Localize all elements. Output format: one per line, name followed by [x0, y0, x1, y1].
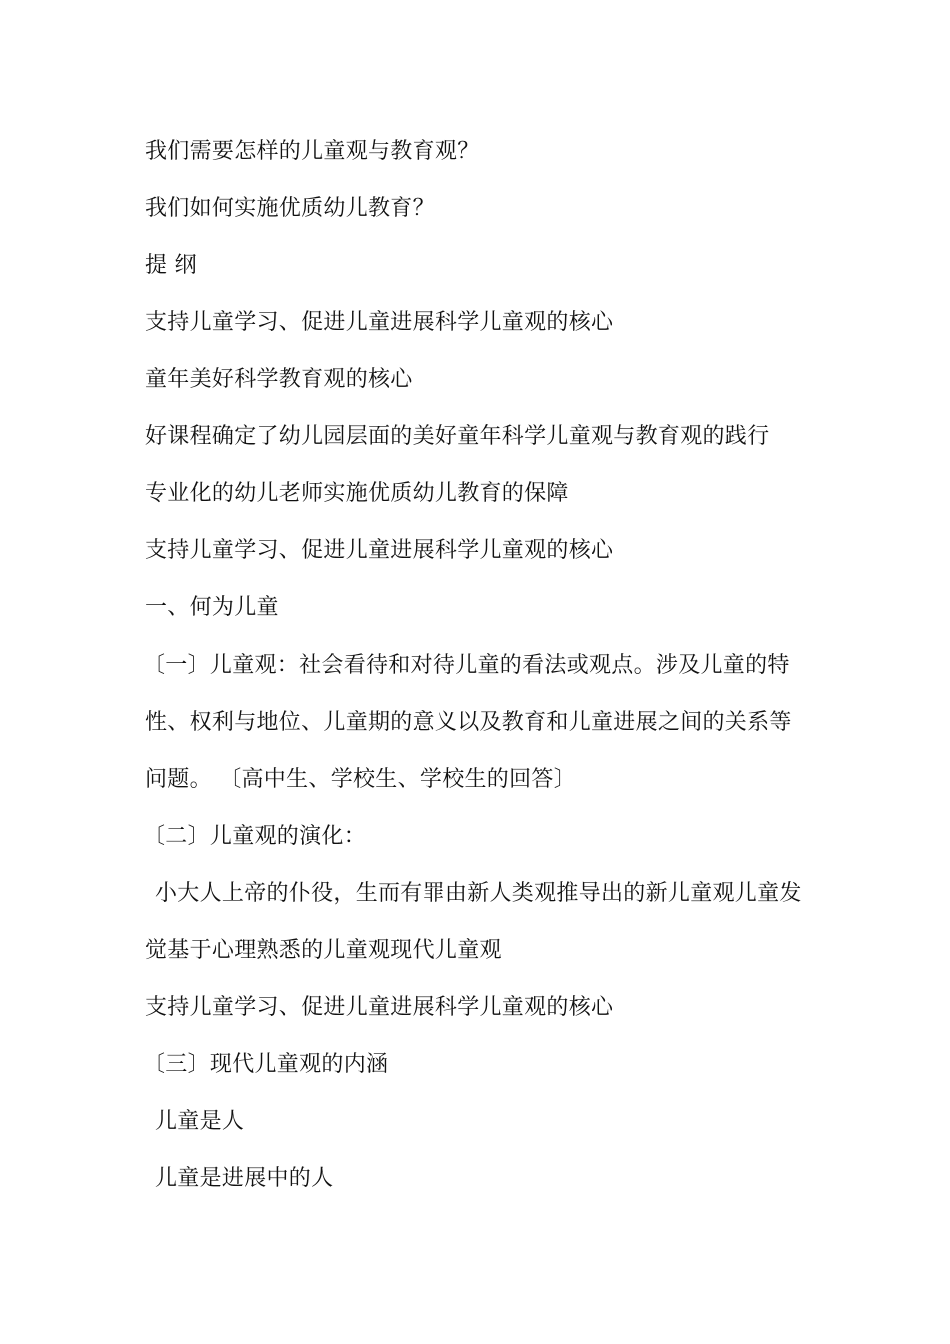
paragraph-line: 觉基于心理熟悉的儿童观现代儿童观	[145, 938, 502, 963]
outline-item-2: 童年美好科学教育观的核心	[145, 367, 413, 392]
subsection-heading: 〔三〕现代儿童观的内涵	[143, 1052, 389, 1077]
outline-item-4: 专业化的幼儿老师实施优质幼儿教育的保障	[145, 481, 569, 506]
paragraph-line: 问题。 〔高中生、学校生、学校生的回答〕	[145, 767, 576, 792]
paragraph-line: 性、权利与地位、儿童期的意义以及教育和儿童进展之间的关系等	[145, 710, 792, 735]
outline-item-1: 支持儿童学习、促进儿童进展科学儿童观的核心	[145, 310, 614, 335]
outline-item-3: 好课程确定了幼儿园层面的美好童年科学儿童观与教育观的践行	[145, 424, 770, 449]
section-title: 支持儿童学习、促进儿童进展科学儿童观的核心	[145, 538, 614, 563]
question-heading-2: 我们如何实施优质幼儿教育？	[145, 196, 435, 221]
paragraph-line: 〔一〕儿童观：社会看待和对待儿童的看法或观点。涉及儿童的特	[143, 653, 790, 678]
question-heading-1: 我们需要怎样的儿童观与教育观？	[145, 139, 480, 164]
section-title: 支持儿童学习、促进儿童进展科学儿童观的核心	[145, 995, 614, 1020]
outline-heading: 提 纲	[145, 253, 197, 278]
subsection-heading: 一、何为儿童	[145, 595, 279, 620]
paragraph-line: 小大人上帝的仆役，生而有罪由新人类观推导出的新儿童观儿童发	[155, 881, 802, 906]
list-item: 儿童是进展中的人	[155, 1166, 334, 1191]
list-item: 儿童是人	[155, 1109, 245, 1134]
subsection-heading: 〔二〕儿童观的演化：	[143, 824, 367, 849]
